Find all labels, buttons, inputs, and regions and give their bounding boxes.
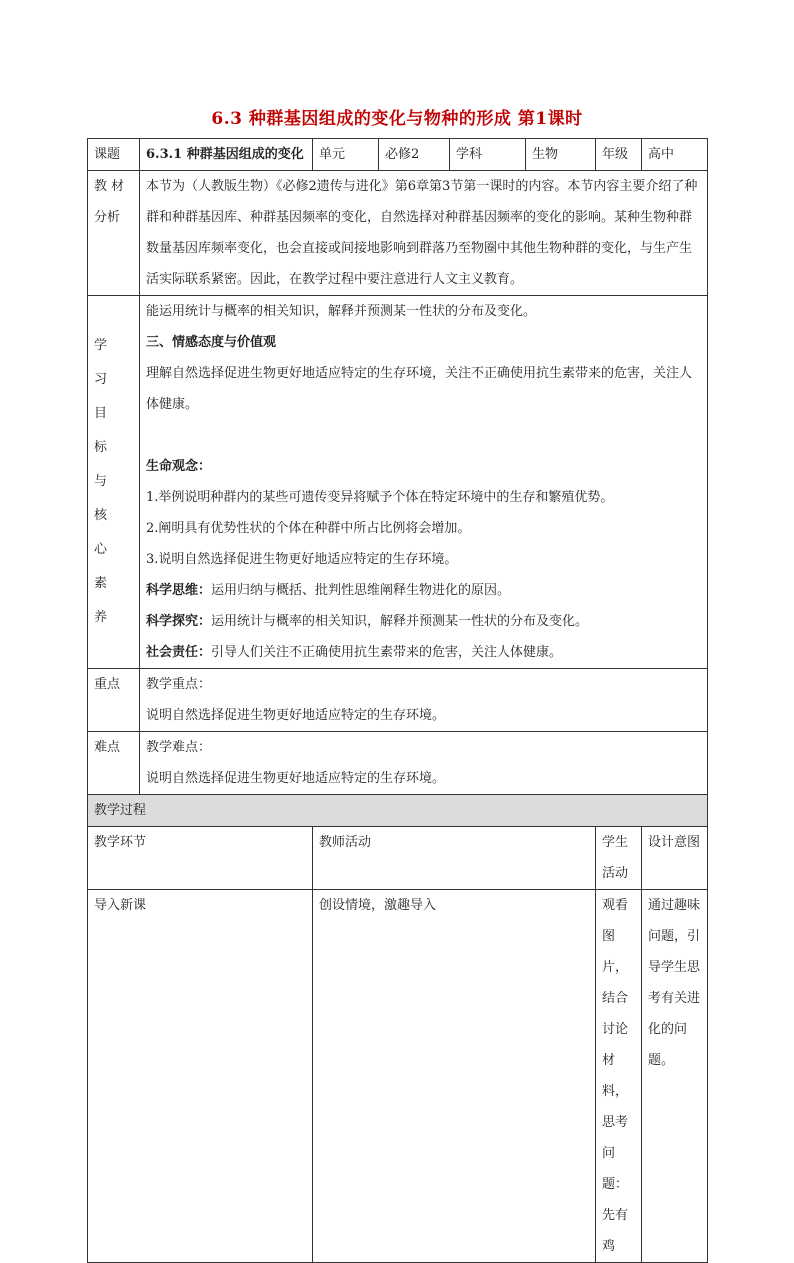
scientific-inquiry [146,606,701,637]
objective-heading-3: 三、情感态度与价值观 [146,335,277,350]
process-intent: 通过趣味问题，引导学生思考有关进化的问题。 [642,890,708,1263]
process-section-title: 教学过程 [88,795,708,827]
objectives-label-line4: 心 素 [94,542,120,591]
process-header-teacher: 教师活动 [313,827,596,890]
objective-line2: 理解自然选择促进生物更好地适应特定的生存环境，关注不正确使用抗生素带来的危害，关注人体健康。 [146,366,693,412]
scientific-thinking-label: 科学思维： [146,583,212,598]
analysis-text: 本节为（人教版生物）《必修2遗传与进化》第6章第3节第一课时的内容。本节内容主要介绍了种群和种群基因库、种群基因频率的变化，自然选择对种群基因频率的变化的影响。某种生物种群数量基因库频率变化，也会直接或间接地影响到群落乃至物圈中其他生物种群的变化，与生产生活实际联系紧密。因此，在教学过程中要注意进行人文主义教育。 [140,171,708,296]
difficult-point-content [140,732,708,795]
objective-line1: 能运用统计与概率的相关知识，解释并预测某一性状的分布及变化。 [146,304,537,319]
scientific-inquiry-label: 科学探究： [146,614,212,629]
process-header-student: 学生活动 [596,827,642,890]
life-concept-2: 2.阐明具有优势性状的个体在种群中所占比例将会增加。 [146,521,471,536]
course-label: 课题 [88,139,140,171]
process-header-stage [88,827,313,890]
scientific-thinking-text: 运用归纳与概括、批判性思维阐释生物进化的原因。 [211,583,511,598]
difficult-point-text: 说明自然选择促进生物更好地适应特定的生存环境。 [146,771,446,786]
course-value: 6.3.1 种群基因组成的变化 [140,139,313,171]
unit-label: 单元 [313,139,379,171]
key-point-text: 说明自然选择促进生物更好地适应特定的生存环境。 [146,708,446,723]
objectives-content [140,296,708,669]
process-header-row [88,827,708,890]
objectives-label [88,296,140,669]
grade-label: 年级 [596,139,642,171]
info-row [88,139,708,171]
analysis-label [88,171,140,296]
process-header-intent: 设计意图 [642,827,708,890]
process-student: 观看图片，结合讨论材料，思考问题：先有鸡 [596,890,642,1263]
scientific-thinking [146,575,701,606]
difficult-point-label: 难点 [88,732,140,795]
scientific-inquiry-text: 运用统计与概率的相关知识，解释并预测某一性状的分布及变化。 [211,614,589,629]
process-row [88,890,708,1263]
lesson-plan-table [87,138,708,1263]
life-concept-3: 3.说明自然选择促进生物更好地适应特定的生存环境。 [146,552,458,567]
objectives-label-line3: 与 核 [94,474,120,523]
process-header-stage-text: 教学环节 [94,835,147,850]
objectives-label-line5: 养 [94,610,120,625]
analysis-row [88,171,708,296]
process-stage: 导入新课 [88,890,313,1263]
key-point-label: 重点 [88,669,140,732]
analysis-label-line2: 分析 [94,210,121,225]
social-responsibility-label: 社会责任： [146,645,212,660]
objectives-label-line1: 学习 [94,338,120,387]
analysis-label-line1: 教 材 [94,179,125,194]
process-teacher: 创设情境，激趣导入 [313,890,596,1263]
life-concept-1: 1.举例说明种群内的某些可遗传变异将赋予个体在特定环境中的生存和繁殖优势。 [146,490,614,505]
social-responsibility [146,637,701,668]
difficult-point-heading: 教学难点： [146,740,212,755]
social-responsibility-text: 引导人们关注不正确使用抗生素带来的危害，关注人体健康。 [211,645,563,660]
subject-label: 学科 [450,139,526,171]
subject-value: 生物 [526,139,596,171]
objectives-label-line2: 目 标 [94,406,120,455]
key-point-row [88,669,708,732]
page-title: 6.3 种群基因组成的变化与物种的形成 第1课时 [211,109,583,129]
key-point-content [140,669,708,732]
grade-value: 高中 [642,139,708,171]
process-section-row [88,795,708,827]
key-point-heading: 教学重点： [146,677,212,692]
life-concept-heading: 生命观念： [146,459,212,474]
unit-value: 必修2 [379,139,450,171]
objectives-row [88,296,708,669]
difficult-point-row [88,732,708,795]
